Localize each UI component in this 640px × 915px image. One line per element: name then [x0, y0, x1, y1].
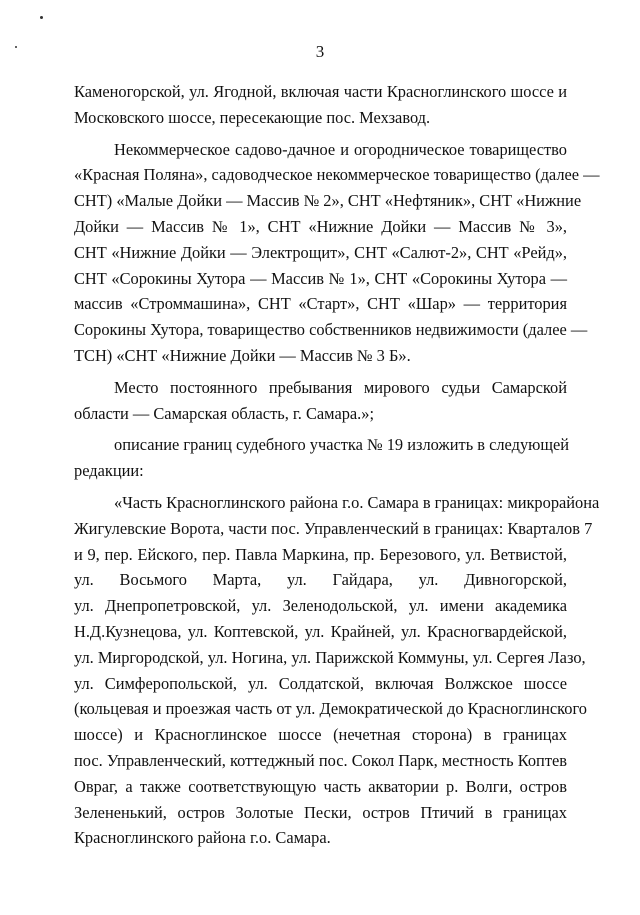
paragraph [74, 137, 600, 369]
text-line: ул. Днепропетровской, ул. Зеленодольской, ул. имени академика [74, 596, 567, 616]
text-line: ТСН) «СНТ «Нижние Дойки — Массив № 3 Б». [74, 345, 411, 365]
text-line: Дойки — Массив № 1», СНТ «Нижние Дойки — Массив № 3», [74, 216, 567, 236]
text-line: описание границ судебного участка № 19 изложить в следующей [114, 435, 570, 455]
text-line: пос. Управленческий, коттеджный пос. Сокол Парк, местность Коптев [74, 750, 567, 770]
text-line: Красноглинского района г.о. Самара. [74, 828, 331, 848]
text-line: Зелененький, остров Золотые Пески, остров Птичий в границах [74, 802, 567, 822]
paragraph [74, 432, 570, 484]
text-line: ул. Миргородской, ул. Ногина, ул. Парижской Коммуны, ул. Сергея Лазо, [74, 647, 586, 667]
text-line: области — Самарская область, г. Самара.»; [74, 403, 375, 423]
text-line: (кольцевая и проезжая часть от ул. Демократической до Красноглинского [74, 699, 588, 719]
text-line: ул. Восьмого Марта, ул. Гайдара, ул. Дивногорской, [74, 570, 567, 590]
text-line: «Красная Поляна», садоводческое некоммерческое товарищество (далее — [74, 165, 600, 185]
paragraph [74, 79, 567, 131]
paragraph [74, 490, 600, 851]
text-line: «Часть Красноглинского района г.о. Самара в границах: микрорайона [114, 492, 600, 512]
text-line: Н.Д.Кузнецова, ул. Коптевской, ул. Крайней, ул. Красногвардейской, [74, 621, 567, 641]
text-line: Сорокины Хутора, товарищество собственников недвижимости (далее — [74, 320, 588, 340]
text-line: Некоммерческое садово-дачное и огородническое товарищество [114, 139, 567, 159]
scan-speck [40, 16, 43, 19]
text-line: Жигулевские Ворота, части пос. Управленческий в границах: Кварталов 7 [74, 518, 593, 538]
text-line: СНТ) «Малые Дойки — Массив № 2», СНТ «Нефтяник», СНТ «Нижние [74, 191, 582, 211]
page-number: 3 [315, 42, 325, 61]
paragraph [74, 375, 567, 427]
text-line: массив «Строммашина», СНТ «Старт», СНТ «Шар» — территория [74, 294, 567, 314]
text-line: Каменогорской, ул. Ягодной, включая части Красноглинского шоссе и [74, 82, 567, 101]
document-body [74, 79, 600, 851]
text-line: и 9, пер. Ейского, пер. Павла Маркина, пр. Березового, ул. Ветвистой, [74, 544, 567, 564]
text-line: Место постоянного пребывания мирового судьи Самарской [114, 377, 567, 397]
text-line: СНТ «Нижние Дойки — Электрощит», СНТ «Салют-2», СНТ «Рейд», [74, 242, 567, 262]
text-line: Московского шоссе, пересекающие пос. Мехзавод. [74, 107, 431, 127]
text-line: ул. Симферопольской, ул. Солдатской, включая Волжское шоссе [74, 673, 567, 693]
text-line: редакции: [74, 461, 144, 481]
text-line: Овраг, а также соответствующую часть акватории р. Волги, остров [74, 776, 567, 796]
text-line: шоссе) и Красноглинское шоссе (нечетная сторона) в границах [74, 725, 567, 745]
text-line: СНТ «Сорокины Хутора — Массив № 1», СНТ «Сорокины Хутора — [74, 268, 567, 288]
